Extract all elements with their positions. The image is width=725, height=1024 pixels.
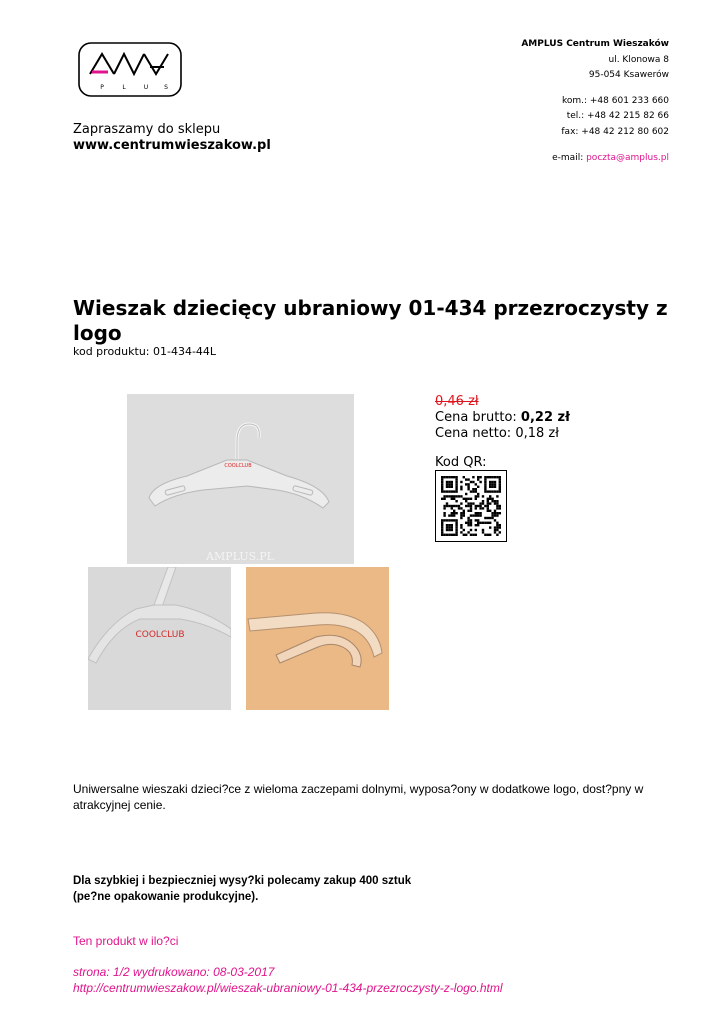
detail-logo-text: COOLCLUB xyxy=(135,630,185,640)
net-price-label: Cena netto: xyxy=(435,426,516,441)
company-phone: tel.: +48 42 215 82 66 xyxy=(566,111,669,122)
qr-code-image xyxy=(435,470,507,542)
shipping-line-2: (pe?ne opakowanie produkcyjne). xyxy=(73,891,259,903)
gross-price-row xyxy=(435,410,570,426)
product-description: Uniwersalne wieszaki dzieci?ce z wieloma zaczepami dolnymi, wyposa?ony w dodatkowe logo, dost?pny w atrakcyjnej cenie. xyxy=(73,782,644,812)
product-photo-hook-detail[interactable] xyxy=(246,567,389,710)
hanger-illustration xyxy=(127,394,354,564)
company-mobile: kom.: +48 601 233 660 xyxy=(561,95,669,106)
product-photo-main[interactable] xyxy=(127,394,354,564)
company-city: 95-054 Ksawerów xyxy=(588,70,669,81)
quantity-link[interactable]: Ten produkt w ilo?ci xyxy=(73,934,179,948)
company-info xyxy=(521,37,669,166)
hook-detail-illustration xyxy=(246,567,389,710)
product-photo-logo-detail[interactable] xyxy=(88,567,231,710)
net-price-row xyxy=(435,426,570,442)
logo-letter-1: P xyxy=(100,84,104,91)
qr-label: Kod QR: xyxy=(435,455,487,470)
qr-code-pattern xyxy=(436,471,506,541)
email-link[interactable]: poczta@amplus.pl xyxy=(586,152,669,163)
hanger-logo-text: COOLCLUB xyxy=(224,463,252,469)
welcome-line: Zapraszamy do sklepu xyxy=(73,122,221,137)
page-footer xyxy=(73,964,503,996)
old-price: 0,46 zł xyxy=(435,394,479,409)
company-street: ul. Klonowa 8 xyxy=(608,54,669,65)
logo-graphic xyxy=(78,42,182,97)
price-panel xyxy=(435,394,570,442)
photo-watermark: AMPLUS.PL xyxy=(206,550,274,563)
product-title: Wieszak dziecięcy ubraniowy 01-434 przezroczysty z logo xyxy=(73,296,668,345)
logo-letter-4: S xyxy=(164,84,168,91)
shop-url-link[interactable]: www.centrumwieszakow.pl xyxy=(73,138,271,153)
hanger-detail-illustration xyxy=(88,567,231,710)
product-code: kod produktu: 01-434-44L xyxy=(73,345,217,358)
shop-invite xyxy=(73,122,271,154)
footer-url-link[interactable]: http://centrumwieszakow.pl/wieszak-ubraniowy-01-434-przezroczysty-z-logo.html xyxy=(73,981,503,995)
gross-price-label: Cena brutto: xyxy=(435,410,521,425)
gross-price-value: 0,22 zł xyxy=(520,410,570,425)
email-label: e-mail: xyxy=(552,152,587,163)
company-fax: fax: +48 42 212 80 602 xyxy=(561,126,669,137)
shipping-note xyxy=(73,873,673,905)
shipping-line-1: Dla szybkiej i bezpieczniej wysy?ki polecamy zakup 400 sztuk xyxy=(73,875,412,887)
net-price-value: 0,18 zł xyxy=(515,426,559,441)
footer-page-info: strona: 1/2 wydrukowano: 08-03-2017 xyxy=(73,965,275,979)
company-email-row xyxy=(521,151,669,167)
company-name: AMPLUS Centrum Wieszaków xyxy=(521,39,669,49)
amplus-logo xyxy=(78,42,182,97)
logo-letter-3: U xyxy=(143,84,149,91)
logo-letter-2: L xyxy=(122,84,126,91)
